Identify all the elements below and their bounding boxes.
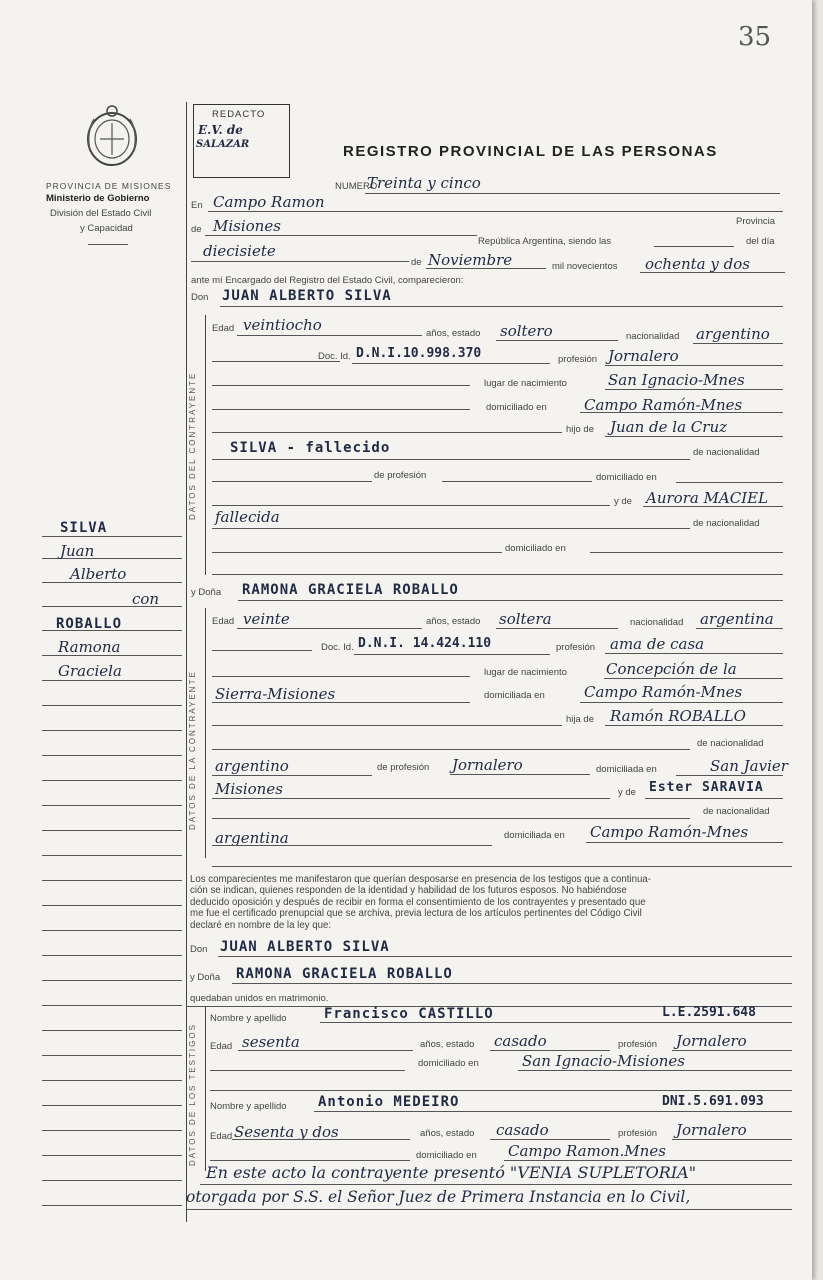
dia-acta: diecisiete xyxy=(203,242,276,260)
margin-note-name4: Graciela xyxy=(58,662,122,680)
mes-acta: Noviembre xyxy=(428,251,513,269)
contrayente-padre-apellido: SILVA - fallecido xyxy=(230,440,391,456)
contrayenta-padre-domicilio: San Javier xyxy=(710,757,788,775)
sidebar-province: PROVINCIA DE MISIONES xyxy=(46,181,172,191)
sidebar-division: División del Estado Civil xyxy=(50,208,152,219)
contrayenta-padre: Ramón ROBALLO xyxy=(610,707,746,725)
testigo2-documento: DNI.5.691.093 xyxy=(662,1094,764,1109)
union-dona: RAMONA GRACIELA ROBALLO xyxy=(236,966,453,982)
contrayente-domicilio: Campo Ramón-Mnes xyxy=(584,396,743,414)
testigo1-domicilio: San Ignacio-Misiones xyxy=(522,1052,685,1070)
note-line-1: En este acto la contrayente presentó "VENIA SUPLETORIA" xyxy=(206,1163,697,1182)
declaration-line-4: me fue el certificado prenupcial que se archiva, previa lectura de los artículos pertinentes del Código Civil xyxy=(190,908,642,919)
contrayenta-padre-nacionalidad: argentino xyxy=(215,757,289,775)
lugar-acta: Campo Ramon xyxy=(213,193,325,211)
anio-acta: ochenta y dos xyxy=(645,255,750,273)
testigo2-nombre: Antonio MEDEIRO xyxy=(318,1094,460,1110)
declaration-line-1: Los comparecientes me manifestaron que querían desposarse en presencia de los testigos que a continua- xyxy=(190,874,651,885)
contrayente-padre: Juan de la Cruz xyxy=(610,418,728,436)
contrayenta-padre-profesion: Jornalero xyxy=(452,756,523,774)
note-line-2: otorgada por S.S. el Señor Juez de Primera Instancia en lo Civil, xyxy=(186,1188,691,1206)
contrayenta-lugar-nacimiento-cont: Sierra-Misiones xyxy=(215,685,336,703)
contrayente-nacionalidad: argentino xyxy=(696,325,770,343)
contrayenta-madre: Ester SARAVIA xyxy=(649,780,764,795)
contrayenta-profesion: ama de casa xyxy=(610,635,705,653)
declaration-line-2: ción se indican, quienes responden de la identidad y habilidad de los futuros esposos. No habiéndose xyxy=(190,885,627,896)
contrayenta-estado: soltera xyxy=(499,610,552,628)
sidebar-ministry: Ministerio de Gobierno xyxy=(46,193,150,204)
contrayente-side-label: DATOS DEL CONTRAYENTE xyxy=(188,371,197,520)
testigo1-estado: casado xyxy=(494,1032,547,1050)
sidebar-capacity: y Capacidad xyxy=(80,223,133,234)
contrayente-estado: soltero xyxy=(500,322,553,340)
testigo1-profesion: Jornalero xyxy=(676,1032,747,1050)
acta-numero: Treinta y cinco xyxy=(367,174,481,192)
margin-note-con: con xyxy=(132,590,160,608)
page-number: 35 xyxy=(738,22,772,52)
contrayenta-documento: D.N.I. 14.424.110 xyxy=(358,636,492,651)
contrayenta-domicilio: Campo Ramón-Mnes xyxy=(584,683,743,701)
contrayente-profesion: Jornalero xyxy=(608,347,679,365)
testigo2-domicilio: Campo Ramon.Mnes xyxy=(508,1142,666,1160)
margin-note-name1: Juan xyxy=(60,542,95,560)
margin-note-name3: Ramona xyxy=(58,638,121,656)
testigo2-estado: casado xyxy=(496,1121,549,1139)
contrayenta-edad: veinte xyxy=(243,610,290,628)
contrayenta-lugar-nacimiento: Concepción de la xyxy=(606,660,737,678)
margin-note-name2: Alberto xyxy=(70,565,127,583)
margin-note-surname2: ROBALLO xyxy=(56,616,123,632)
declaration-line-5: declaré en nombre de la ley que: xyxy=(190,920,332,931)
margin-note-surname: SILVA xyxy=(60,520,108,536)
contrayenta-madre-nacionalidad: argentina xyxy=(215,829,289,847)
testigo1-documento: L.E.2591.648 xyxy=(662,1005,756,1020)
testigos-side-label: DATOS DE LOS TESTIGOS xyxy=(188,1023,197,1166)
coat-of-arms-icon xyxy=(82,103,142,169)
contrayente-madre: Aurora MACIEL xyxy=(646,489,769,507)
contrayenta-nacionalidad: argentina xyxy=(700,610,774,628)
contrayenta-side-label: DATOS DE LA CONTRAYENTE xyxy=(188,670,197,830)
testigo2-profesion: Jornalero xyxy=(676,1121,747,1139)
redacto-stamp: REDACTO E.V. de SALAZAR xyxy=(193,104,290,178)
contrayente-edad: veintiocho xyxy=(243,316,322,334)
contrayente-madre-estado: fallecida xyxy=(215,508,280,526)
testigo2-edad: Sesenta y dos xyxy=(234,1123,339,1141)
testigo1-nombre: Francisco CASTILLO xyxy=(324,1006,494,1022)
contrayente-nombre: JUAN ALBERTO SILVA xyxy=(222,288,392,304)
contrayente-documento: D.N.I.10.998.370 xyxy=(356,346,482,361)
provincia-acta: Misiones xyxy=(213,217,281,235)
contrayenta-nombre: RAMONA GRACIELA ROBALLO xyxy=(242,582,459,598)
testigo1-edad: sesenta xyxy=(242,1033,300,1051)
union-don: JUAN ALBERTO SILVA xyxy=(220,939,390,955)
document-title: REGISTRO PROVINCIAL DE LAS PERSONAS xyxy=(343,143,718,160)
contrayenta-madre-domicilio: Campo Ramón-Mnes xyxy=(590,823,749,841)
contrayenta-padre-domicilio-cont: Misiones xyxy=(215,780,283,798)
document-page: 35 PROVINCIA DE MISIONES Ministerio de Gobierno División del Estado Civil y Capacidad SILVA Juan Alberto con ROBALLO Ramona Graciela REDACTO E.V. de SALAZAR REGISTRO PROVINCIAL DE LAS PERSONAS NUMERO Treinta y cinco En Campo Ramon Provincia de Misiones República Argentina, siendo las del día diecisiete de Noviembre mil novecientos ochenta y dos ante mí Encargado del Registro del Estado Civil, comparecieron: Don JUAN ALBERTO SILVA DATOS DEL CONTRAYENTE Edad veintiocho años, estado soltero nacionalidad argentino Doc. Id. D.N.I.10.998.370 profesión Jornalero lugar de nacimiento San Ignacio-Mnes domiciliado en Campo Ramón-Mnes hijo de Juan de la Cruz SILVA - fallecido de nacionalidad de profesión domiciliado en y de Aurora MACIEL fallecida de nacionalidad domiciliado en y Doña RAMONA GRACIELA ROBALLO DATOS DE LA CONTRAYENTE Edad veinte años, estado soltera nacionalidad argentina Doc. Id. D.N.I. 14.424.110 profesión ama de casa lugar de nacimiento Concepción de la Sierra-Misiones domiciliada en Campo Ramón-Mnes hija de Ramón ROBALLO de nacionalidad argentino de profesión Jornalero domiciliada en San Javier Misiones y de Ester SARAVIA de nacionalidad argentina domiciliada en Campo Ramón-Mnes Los comparecientes me manifestaron que querían desposarse en presencia de los testigos que a continua- ción se indican, quienes responden de la identidad y habilidad de los futuros esposos. No habiéndose deducido oposición y después de recibir en forma el consentimiento de los contrayentes y presentado que me fue el certificado prenupcial que se archiva, previa lectura de los artículos pertinentes del Código Civil declaré en nombre de la ley que: Don JUAN ALBERTO SILVA y Doña RAMONA GRACIELA ROBALLO quedaban unidos en matrimonio. DATOS DE LOS TESTIGOS Nombre y apellido Francisco CASTILLO L.E.2591.648 Edad sesenta años, estado casado profesión Jornalero domiciliado en San Ignacio-Misiones Nombre y apellido Antonio MEDEIRO DNI.5.691.093 Edad Sesenta y dos años, estado casado profesión Jornalero domiciliado en Campo Ramon.Mnes En este acto la contrayente presentó "VENIA SUPLETORIA" otorgada por S.S. el Señor Juez de Primera Instancia en lo Civil, xyxy=(0,0,812,1280)
contrayente-lugar-nacimiento: San Ignacio-Mnes xyxy=(608,371,745,389)
declaration-line-3: deducido oposición y después de recibir en forma el consentimiento de los contrayentes y presentado que xyxy=(190,897,646,908)
